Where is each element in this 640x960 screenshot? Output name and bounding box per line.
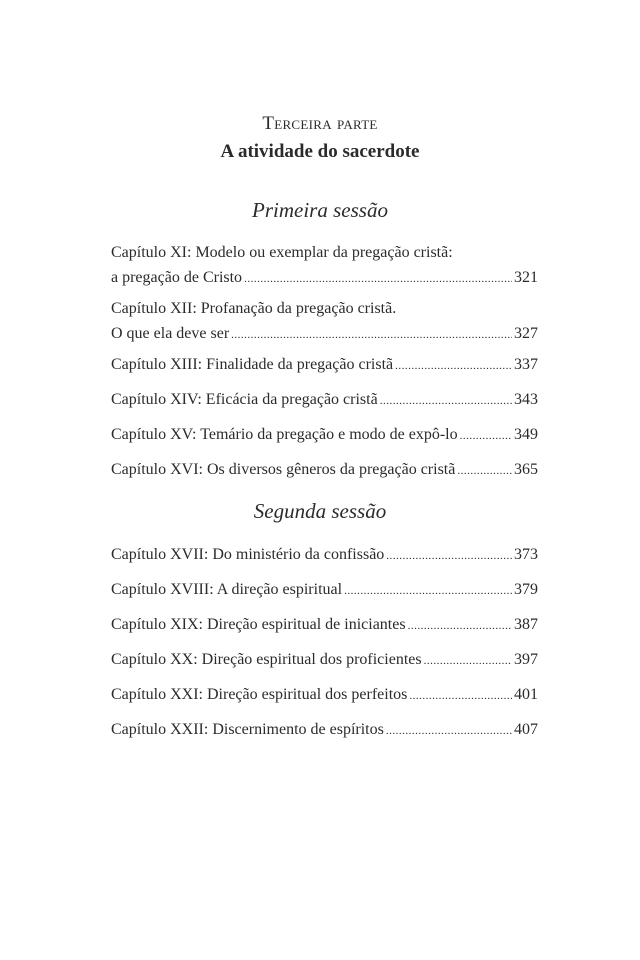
toc-entry-page: 401 [514, 686, 538, 703]
toc-entry [111, 387, 538, 414]
toc-entry-page: 349 [514, 426, 538, 443]
dot-leader [344, 577, 512, 604]
toc-entry-text: Capítulo XVIII: A direção espiritual [111, 581, 343, 598]
toc-entry [111, 542, 538, 569]
toc-entry [111, 577, 538, 604]
toc-entry-text: O que ela deve ser [111, 325, 230, 342]
dot-leader [408, 612, 512, 639]
toc-entry-page: 321 [514, 269, 538, 286]
toc-entry-page: 337 [514, 356, 538, 373]
toc-entry-text: Capítulo XXII: Discernimento de espíritos [111, 721, 384, 738]
toc-entry-line1: Capítulo XI: Modelo ou exemplar da pregação cristã: [111, 244, 453, 261]
toc-entry-text: Capítulo XVI: Os diversos gêneros da pregação cristã [111, 461, 456, 478]
dot-leader [409, 682, 512, 709]
toc-entry-text: a pregação de Cristo [111, 269, 243, 286]
toc-entry [111, 717, 538, 744]
toc-entry-page: 397 [514, 651, 538, 668]
toc-entry [111, 352, 538, 379]
toc-entry [111, 647, 538, 674]
toc-entry-page: 387 [514, 616, 538, 633]
toc-entry-text: Capítulo XVII: Do ministério da confissão [111, 546, 385, 563]
toc-entry-page: 365 [514, 461, 538, 478]
toc-entry [111, 296, 538, 348]
dot-leader [386, 542, 512, 569]
toc-entry-page: 379 [514, 581, 538, 598]
dot-leader [244, 265, 512, 292]
dot-leader [231, 321, 512, 348]
toc-entry-page: 327 [514, 325, 538, 342]
part-title: Terceira parte [262, 113, 378, 134]
dot-leader [395, 352, 512, 379]
toc-entry-page: 407 [514, 721, 538, 738]
toc-entry-text: Capítulo XIII: Finalidade da pregação cristã [111, 356, 394, 373]
section-title: Primeira sessão [252, 198, 388, 222]
toc-entry-page: 343 [514, 391, 538, 408]
toc-entry-text: Capítulo XIX: Direção espiritual de iniciantes [111, 616, 406, 633]
toc-entry [111, 612, 538, 639]
dot-leader [380, 387, 512, 414]
toc-entry-text: Capítulo XX: Direção espiritual dos proficientes [111, 651, 422, 668]
toc-entry-text: Capítulo XIV: Eficácia da pregação cristã [111, 391, 378, 408]
toc-entry-text: Capítulo XV: Temário da pregação e modo de expô-lo [111, 426, 458, 443]
toc-entry-line1: Capítulo XII: Profanação da pregação cristã. [111, 300, 397, 317]
toc-entry [111, 422, 538, 449]
part-subtitle: A atividade do sacerdote [220, 141, 420, 162]
toc-entry [111, 682, 538, 709]
dot-leader [424, 647, 512, 674]
toc-entry [111, 457, 538, 484]
toc-entry [111, 240, 538, 292]
toc-entry-page: 373 [514, 546, 538, 563]
toc-entry-text: Capítulo XXI: Direção espiritual dos perfeitos [111, 686, 408, 703]
section-title: Segunda sessão [253, 499, 387, 523]
dot-leader [457, 457, 512, 484]
dot-leader [460, 422, 512, 449]
dot-leader [386, 717, 512, 744]
